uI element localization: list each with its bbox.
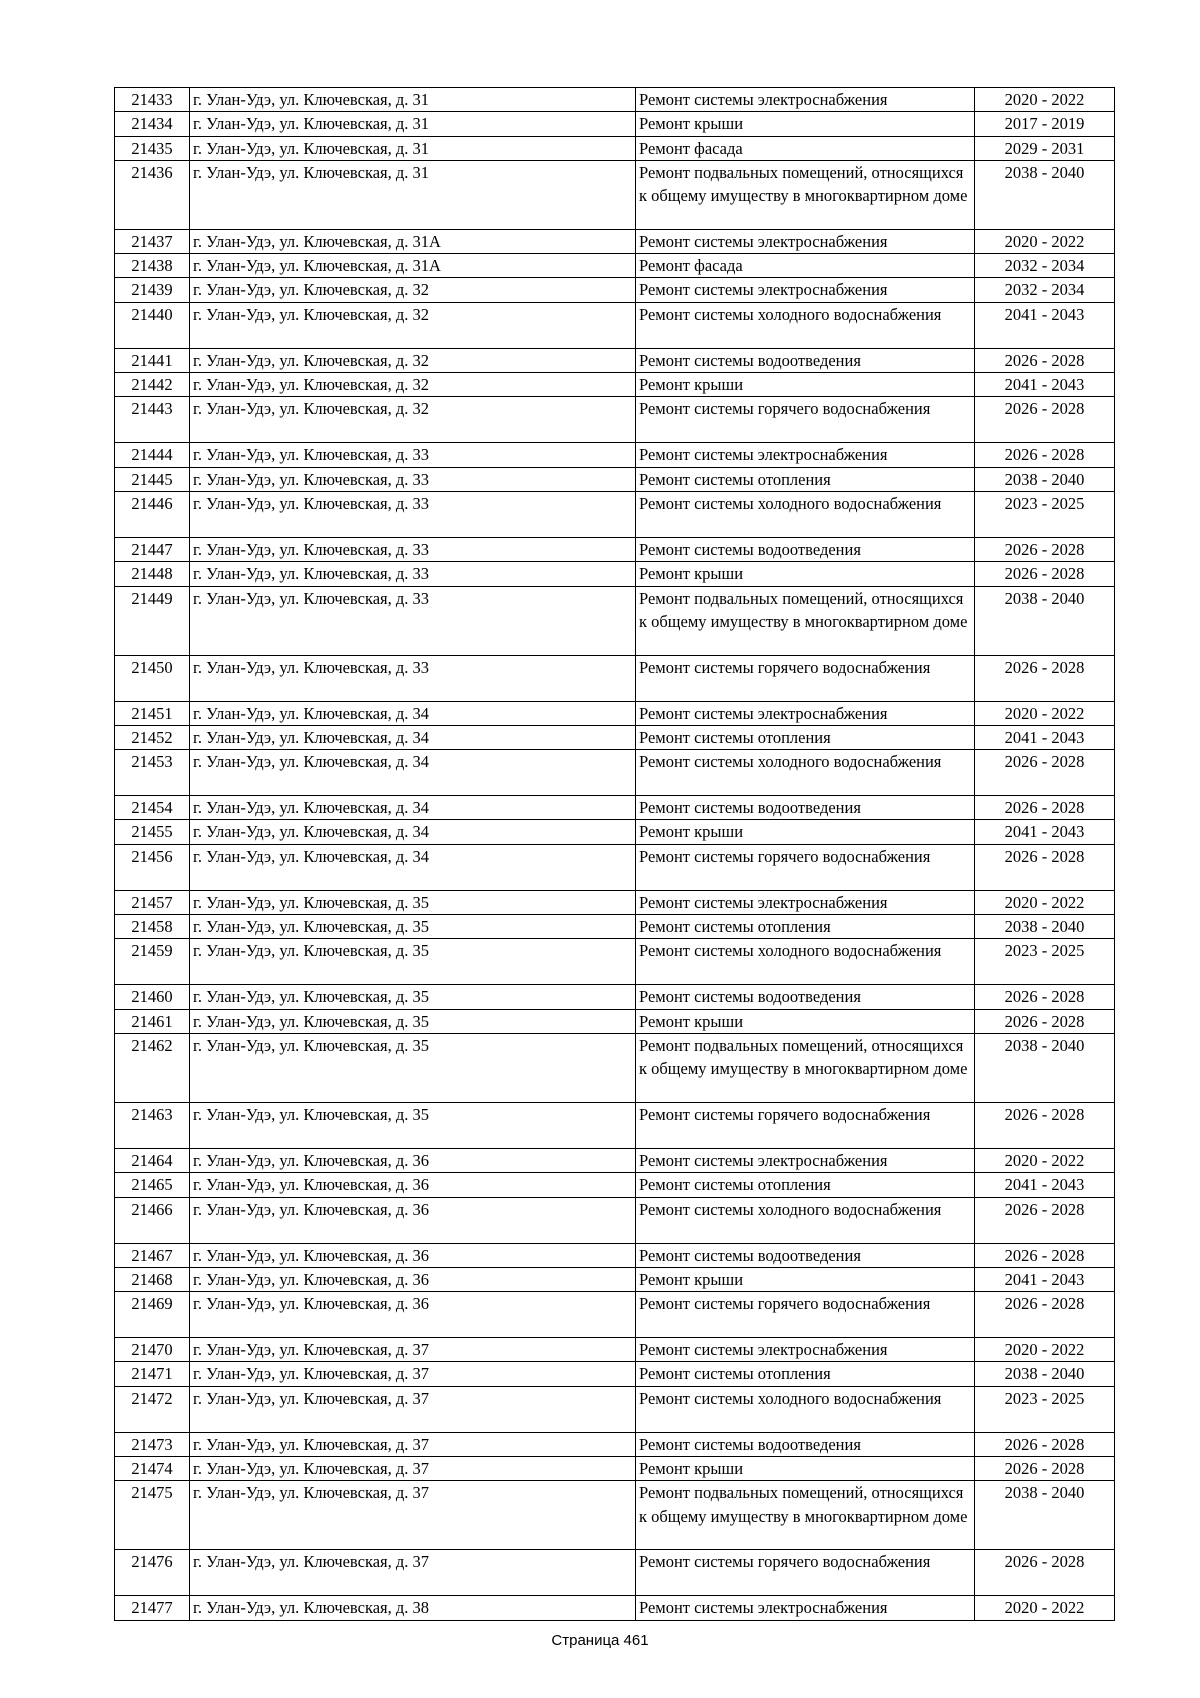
period-cell: 2041 - 2043 [975, 725, 1115, 749]
table-row [115, 1432, 1115, 1456]
table-row [115, 844, 1115, 890]
address-cell: г. Улан-Удэ, ул. Ключевская, д. 32 [190, 373, 636, 397]
table-row [115, 1033, 1115, 1102]
period-cell: 2026 - 2028 [975, 397, 1115, 443]
row-number-cell: 21472 [115, 1386, 190, 1432]
row-number-cell: 21450 [115, 655, 190, 701]
table-row [115, 1197, 1115, 1243]
row-number-cell: 21458 [115, 915, 190, 939]
row-number-cell: 21447 [115, 537, 190, 561]
address-cell: г. Улан-Удэ, ул. Ключевская, д. 37 [190, 1550, 636, 1596]
period-cell: 2041 - 2043 [975, 1173, 1115, 1197]
work-type-cell: Ремонт системы отопления [636, 915, 975, 939]
address-cell: г. Улан-Удэ, ул. Ключевская, д. 35 [190, 915, 636, 939]
period-cell: 2029 - 2031 [975, 136, 1115, 160]
address-cell: г. Улан-Удэ, ул. Ключевская, д. 37 [190, 1362, 636, 1386]
table-row [115, 1481, 1115, 1550]
period-cell: 2026 - 2028 [975, 1197, 1115, 1243]
address-cell: г. Улан-Удэ, ул. Ключевская, д. 35 [190, 1102, 636, 1148]
table-row [115, 1362, 1115, 1386]
period-cell: 2038 - 2040 [975, 160, 1115, 229]
address-cell: г. Улан-Удэ, ул. Ключевская, д. 36 [190, 1197, 636, 1243]
row-number-cell: 21449 [115, 586, 190, 655]
period-cell: 2032 - 2034 [975, 278, 1115, 302]
row-number-cell: 21451 [115, 701, 190, 725]
period-cell: 2032 - 2034 [975, 254, 1115, 278]
address-cell: г. Улан-Удэ, ул. Ключевская, д. 33 [190, 537, 636, 561]
row-number-cell: 21461 [115, 1009, 190, 1033]
period-cell: 2020 - 2022 [975, 1148, 1115, 1172]
address-cell: г. Улан-Удэ, ул. Ключевская, д. 33 [190, 562, 636, 586]
row-number-cell: 21463 [115, 1102, 190, 1148]
work-type-cell: Ремонт системы водоотведения [636, 796, 975, 820]
work-type-cell: Ремонт подвальных помещений, относящихся к общему имуществу в многоквартирном доме [636, 1033, 975, 1102]
table-row [115, 278, 1115, 302]
work-type-cell: Ремонт системы водоотведения [636, 1243, 975, 1267]
work-type-cell: Ремонт системы электроснабжения [636, 1148, 975, 1172]
row-number-cell: 21455 [115, 820, 190, 844]
address-cell: г. Улан-Удэ, ул. Ключевская, д. 31А [190, 254, 636, 278]
address-cell: г. Улан-Удэ, ул. Ключевская, д. 34 [190, 820, 636, 844]
address-cell: г. Улан-Удэ, ул. Ключевская, д. 37 [190, 1338, 636, 1362]
table-row [115, 229, 1115, 253]
period-cell: 2026 - 2028 [975, 750, 1115, 796]
table-row [115, 1550, 1115, 1596]
row-number-cell: 21440 [115, 302, 190, 348]
period-cell: 2026 - 2028 [975, 1550, 1115, 1596]
work-type-cell: Ремонт системы горячего водоснабжения [636, 655, 975, 701]
address-cell: г. Улан-Удэ, ул. Ключевская, д. 33 [190, 467, 636, 491]
table-row [115, 915, 1115, 939]
table-row [115, 1243, 1115, 1267]
row-number-cell: 21453 [115, 750, 190, 796]
table-row [115, 254, 1115, 278]
row-number-cell: 21470 [115, 1338, 190, 1362]
table-row [115, 1596, 1115, 1620]
address-cell: г. Улан-Удэ, ул. Ключевская, д. 35 [190, 985, 636, 1009]
period-cell: 2038 - 2040 [975, 1362, 1115, 1386]
address-cell: г. Улан-Удэ, ул. Ключевская, д. 35 [190, 890, 636, 914]
row-number-cell: 21475 [115, 1481, 190, 1550]
page-number: Страница 461 [551, 1632, 649, 1649]
table-row [115, 562, 1115, 586]
period-cell: 2020 - 2022 [975, 890, 1115, 914]
address-cell: г. Улан-Удэ, ул. Ключевская, д. 31А [190, 229, 636, 253]
table-row [115, 1338, 1115, 1362]
address-cell: г. Улан-Удэ, ул. Ключевская, д. 34 [190, 750, 636, 796]
table-row [115, 397, 1115, 443]
address-cell: г. Улан-Удэ, ул. Ключевская, д. 36 [190, 1148, 636, 1172]
row-number-cell: 21448 [115, 562, 190, 586]
address-cell: г. Улан-Удэ, ул. Ключевская, д. 36 [190, 1292, 636, 1338]
row-number-cell: 21435 [115, 136, 190, 160]
address-cell: г. Улан-Удэ, ул. Ключевская, д. 32 [190, 302, 636, 348]
row-number-cell: 21477 [115, 1596, 190, 1620]
address-cell: г. Улан-Удэ, ул. Ключевская, д. 33 [190, 655, 636, 701]
row-number-cell: 21454 [115, 796, 190, 820]
address-cell: г. Улан-Удэ, ул. Ключевская, д. 38 [190, 1596, 636, 1620]
table-row [115, 701, 1115, 725]
period-cell: 2038 - 2040 [975, 1033, 1115, 1102]
address-cell: г. Улан-Удэ, ул. Ключевская, д. 31 [190, 112, 636, 136]
row-number-cell: 21460 [115, 985, 190, 1009]
work-type-cell: Ремонт подвальных помещений, относящихся к общему имуществу в многоквартирном доме [636, 160, 975, 229]
address-cell: г. Улан-Удэ, ул. Ключевская, д. 35 [190, 939, 636, 985]
address-cell: г. Улан-Удэ, ул. Ключевская, д. 37 [190, 1386, 636, 1432]
table-row [115, 1386, 1115, 1432]
work-type-cell: Ремонт системы горячего водоснабжения [636, 844, 975, 890]
work-type-cell: Ремонт системы холодного водоснабжения [636, 750, 975, 796]
program-table [114, 87, 1115, 1621]
row-number-cell: 21457 [115, 890, 190, 914]
address-cell: г. Улан-Удэ, ул. Ключевская, д. 37 [190, 1432, 636, 1456]
table-row [115, 160, 1115, 229]
work-type-cell: Ремонт системы горячего водоснабжения [636, 1550, 975, 1596]
period-cell: 2026 - 2028 [975, 844, 1115, 890]
work-type-cell: Ремонт системы горячего водоснабжения [636, 397, 975, 443]
work-type-cell: Ремонт системы горячего водоснабжения [636, 1102, 975, 1148]
table-row [115, 1267, 1115, 1291]
period-cell: 2026 - 2028 [975, 1102, 1115, 1148]
address-cell: г. Улан-Удэ, ул. Ключевская, д. 37 [190, 1457, 636, 1481]
period-cell: 2026 - 2028 [975, 796, 1115, 820]
period-cell: 2020 - 2022 [975, 1338, 1115, 1362]
address-cell: г. Улан-Удэ, ул. Ключевская, д. 32 [190, 348, 636, 372]
work-type-cell: Ремонт крыши [636, 1009, 975, 1033]
period-cell: 2026 - 2028 [975, 537, 1115, 561]
row-number-cell: 21436 [115, 160, 190, 229]
row-number-cell: 21438 [115, 254, 190, 278]
period-cell: 2026 - 2028 [975, 1009, 1115, 1033]
address-cell: г. Улан-Удэ, ул. Ключевская, д. 31 [190, 136, 636, 160]
row-number-cell: 21452 [115, 725, 190, 749]
work-type-cell: Ремонт крыши [636, 373, 975, 397]
work-type-cell: Ремонт системы водоотведения [636, 1432, 975, 1456]
work-type-cell: Ремонт системы электроснабжения [636, 701, 975, 725]
row-number-cell: 21437 [115, 229, 190, 253]
work-type-cell: Ремонт системы электроснабжения [636, 890, 975, 914]
work-type-cell: Ремонт системы электроснабжения [636, 1596, 975, 1620]
work-type-cell: Ремонт системы водоотведения [636, 348, 975, 372]
table-row [115, 939, 1115, 985]
period-cell: 2026 - 2028 [975, 562, 1115, 586]
work-type-cell: Ремонт системы водоотведения [636, 985, 975, 1009]
period-cell: 2026 - 2028 [975, 443, 1115, 467]
table-row [115, 443, 1115, 467]
work-type-cell: Ремонт системы электроснабжения [636, 278, 975, 302]
table-row [115, 112, 1115, 136]
work-type-cell: Ремонт системы отопления [636, 1362, 975, 1386]
work-type-cell: Ремонт крыши [636, 820, 975, 844]
period-cell: 2038 - 2040 [975, 586, 1115, 655]
address-cell: г. Улан-Удэ, ул. Ключевская, д. 31 [190, 88, 636, 112]
period-cell: 2026 - 2028 [975, 1292, 1115, 1338]
work-type-cell: Ремонт системы холодного водоснабжения [636, 491, 975, 537]
address-cell: г. Улан-Удэ, ул. Ключевская, д. 32 [190, 278, 636, 302]
address-cell: г. Улан-Удэ, ул. Ключевская, д. 36 [190, 1173, 636, 1197]
table-row [115, 890, 1115, 914]
row-number-cell: 21456 [115, 844, 190, 890]
work-type-cell: Ремонт системы холодного водоснабжения [636, 939, 975, 985]
address-cell: г. Улан-Удэ, ул. Ключевская, д. 34 [190, 844, 636, 890]
period-cell: 2038 - 2040 [975, 915, 1115, 939]
period-cell: 2026 - 2028 [975, 348, 1115, 372]
table-row [115, 1457, 1115, 1481]
period-cell: 2026 - 2028 [975, 1457, 1115, 1481]
period-cell: 2041 - 2043 [975, 1267, 1115, 1291]
period-cell: 2023 - 2025 [975, 939, 1115, 985]
period-cell: 2017 - 2019 [975, 112, 1115, 136]
period-cell: 2041 - 2043 [975, 373, 1115, 397]
row-number-cell: 21462 [115, 1033, 190, 1102]
row-number-cell: 21473 [115, 1432, 190, 1456]
work-type-cell: Ремонт подвальных помещений, относящихся к общему имуществу в многоквартирном доме [636, 586, 975, 655]
address-cell: г. Улан-Удэ, ул. Ключевская, д. 36 [190, 1267, 636, 1291]
row-number-cell: 21466 [115, 1197, 190, 1243]
address-cell: г. Улан-Удэ, ул. Ключевская, д. 36 [190, 1243, 636, 1267]
period-cell: 2023 - 2025 [975, 1386, 1115, 1432]
period-cell: 2041 - 2043 [975, 820, 1115, 844]
work-type-cell: Ремонт системы электроснабжения [636, 88, 975, 112]
table-row [115, 1173, 1115, 1197]
address-cell: г. Улан-Удэ, ул. Ключевская, д. 34 [190, 796, 636, 820]
address-cell: г. Улан-Удэ, ул. Ключевская, д. 32 [190, 397, 636, 443]
row-number-cell: 21468 [115, 1267, 190, 1291]
table-row [115, 136, 1115, 160]
work-type-cell: Ремонт системы электроснабжения [636, 229, 975, 253]
row-number-cell: 21467 [115, 1243, 190, 1267]
row-number-cell: 21469 [115, 1292, 190, 1338]
table-row [115, 348, 1115, 372]
table-row [115, 655, 1115, 701]
period-cell: 2020 - 2022 [975, 1596, 1115, 1620]
work-type-cell: Ремонт системы отопления [636, 1173, 975, 1197]
row-number-cell: 21444 [115, 443, 190, 467]
address-cell: г. Улан-Удэ, ул. Ключевская, д. 31 [190, 160, 636, 229]
period-cell: 2020 - 2022 [975, 229, 1115, 253]
period-cell: 2026 - 2028 [975, 985, 1115, 1009]
table-row [115, 985, 1115, 1009]
table-row [115, 750, 1115, 796]
work-type-cell: Ремонт крыши [636, 562, 975, 586]
work-type-cell: Ремонт системы горячего водоснабжения [636, 1292, 975, 1338]
row-number-cell: 21434 [115, 112, 190, 136]
address-cell: г. Улан-Удэ, ул. Ключевская, д. 37 [190, 1481, 636, 1550]
row-number-cell: 21476 [115, 1550, 190, 1596]
work-type-cell: Ремонт системы отопления [636, 725, 975, 749]
program-table-body [115, 88, 1115, 1621]
table-row [115, 1102, 1115, 1148]
table-row [115, 1292, 1115, 1338]
table-row [115, 491, 1115, 537]
period-cell: 2026 - 2028 [975, 1432, 1115, 1456]
period-cell: 2026 - 2028 [975, 1243, 1115, 1267]
period-cell: 2038 - 2040 [975, 1481, 1115, 1550]
work-type-cell: Ремонт системы электроснабжения [636, 443, 975, 467]
period-cell: 2020 - 2022 [975, 88, 1115, 112]
table-row [115, 1009, 1115, 1033]
work-type-cell: Ремонт системы водоотведения [636, 537, 975, 561]
row-number-cell: 21464 [115, 1148, 190, 1172]
table-row [115, 88, 1115, 112]
period-cell: 2041 - 2043 [975, 302, 1115, 348]
work-type-cell: Ремонт системы электроснабжения [636, 1338, 975, 1362]
work-type-cell: Ремонт системы холодного водоснабжения [636, 1386, 975, 1432]
row-number-cell: 21471 [115, 1362, 190, 1386]
row-number-cell: 21459 [115, 939, 190, 985]
period-cell: 2038 - 2040 [975, 467, 1115, 491]
period-cell: 2023 - 2025 [975, 491, 1115, 537]
address-cell: г. Улан-Удэ, ул. Ключевская, д. 35 [190, 1009, 636, 1033]
period-cell: 2026 - 2028 [975, 655, 1115, 701]
address-cell: г. Улан-Удэ, ул. Ключевская, д. 34 [190, 701, 636, 725]
table-row [115, 586, 1115, 655]
address-cell: г. Улан-Удэ, ул. Ключевская, д. 33 [190, 586, 636, 655]
row-number-cell: 21443 [115, 397, 190, 443]
table-row [115, 467, 1115, 491]
table-row [115, 373, 1115, 397]
address-cell: г. Улан-Удэ, ул. Ключевская, д. 34 [190, 725, 636, 749]
row-number-cell: 21441 [115, 348, 190, 372]
row-number-cell: 21445 [115, 467, 190, 491]
row-number-cell: 21465 [115, 1173, 190, 1197]
row-number-cell: 21474 [115, 1457, 190, 1481]
table-row [115, 796, 1115, 820]
work-type-cell: Ремонт системы холодного водоснабжения [636, 1197, 975, 1243]
work-type-cell: Ремонт фасада [636, 254, 975, 278]
row-number-cell: 21446 [115, 491, 190, 537]
work-type-cell: Ремонт крыши [636, 1457, 975, 1481]
work-type-cell: Ремонт крыши [636, 112, 975, 136]
work-type-cell: Ремонт системы холодного водоснабжения [636, 302, 975, 348]
work-type-cell: Ремонт крыши [636, 1267, 975, 1291]
row-number-cell: 21433 [115, 88, 190, 112]
work-type-cell: Ремонт фасада [636, 136, 975, 160]
table-row [115, 725, 1115, 749]
table-row [115, 302, 1115, 348]
address-cell: г. Улан-Удэ, ул. Ключевская, д. 33 [190, 443, 636, 467]
address-cell: г. Улан-Удэ, ул. Ключевская, д. 35 [190, 1033, 636, 1102]
work-type-cell: Ремонт подвальных помещений, относящихся к общему имуществу в многоквартирном доме [636, 1481, 975, 1550]
table-row [115, 1148, 1115, 1172]
work-type-cell: Ремонт системы отопления [636, 467, 975, 491]
row-number-cell: 21439 [115, 278, 190, 302]
address-cell: г. Улан-Удэ, ул. Ключевская, д. 33 [190, 491, 636, 537]
table-row [115, 820, 1115, 844]
table-row [115, 537, 1115, 561]
period-cell: 2020 - 2022 [975, 701, 1115, 725]
row-number-cell: 21442 [115, 373, 190, 397]
